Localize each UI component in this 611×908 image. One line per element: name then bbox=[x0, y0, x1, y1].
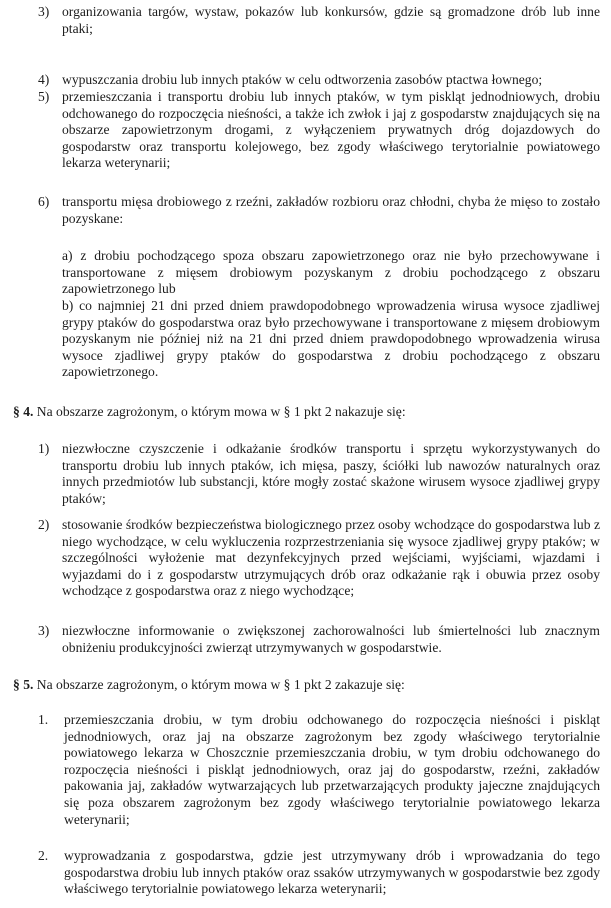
section-heading-text: Na obszarze zagrożonym, o którym mowa w § 1 pkt 2 zakazuje się: bbox=[36, 677, 405, 692]
item-text: transportu mięsa drobiowego z rzeźni, zakładów rozbioru oraz chłodni, chyba że mięso to zostało pozyskane: bbox=[62, 194, 600, 226]
list-item bbox=[38, 517, 600, 600]
section-label: § 4. bbox=[13, 404, 34, 419]
sub-item-a: a) z drobiu pochodzącego spoza obszaru zapowietrzonego oraz nie było przechowywane i transportowane z mięsem drobiowym pozyskanym z drobiu pochodzącego z obszaru zapowietrzonego lub bbox=[62, 248, 600, 297]
list-item bbox=[38, 441, 600, 507]
item-text: wyprowadzania z gospodarstwa, gdzie jest utrzymywany drób i wprowadzania do tego gospodarstwa drobiu lub innych ptaków oraz ssaków utrzymywanych w gospodarstwie bez zgody właściwego terytorialnie powiatowego lekarza weterynarii; bbox=[64, 848, 600, 897]
item-text: wypuszczania drobiu lub innych ptaków w celu odtworzenia zasobów ptactwa łownego; bbox=[62, 72, 543, 87]
item-number: 4) bbox=[38, 72, 50, 87]
section-label: § 5. bbox=[13, 677, 34, 692]
item-text: niezwłoczne czyszczenie i odkażanie środków transportu i sprzętu wykorzystywanych do transportu drobiu lub innych ptaków, ich mięsa, paszy, ściółki lub nawozów naturalnych oraz innych przedmiotów lub substancji, które mogły zostać skażone wirusem wysoce zjadliwej grypy ptaków; bbox=[62, 441, 600, 506]
item-number: 3) bbox=[38, 623, 50, 638]
item-number: 1) bbox=[38, 441, 50, 456]
item-text: niezwłoczne informowanie o zwiększonej zachorowalności lub śmiertelności lub znacznym obniżeniu produkcyjności zwierząt utrzymywanych w gospodarstwie. bbox=[62, 623, 600, 655]
list-item bbox=[38, 623, 600, 656]
item-number: 6) bbox=[38, 194, 50, 209]
item-number: 3) bbox=[38, 4, 50, 19]
list-item bbox=[38, 4, 600, 37]
item-number: 1. bbox=[38, 712, 49, 727]
list-item bbox=[38, 712, 600, 828]
sub-item-b: b) co najmniej 21 dni przed dniem prawdopodobnego wprowadzenia wirusa wysoce zjadliwej grypy ptaków do gospodarstwa oraz było przechowywane i transportowane z mięsem drobiowym pozyskanym nie później niż na 21 dni przed dniem prawdopodobnego wprowadzenia wirusa wysoce zjadliwej grypy ptaków do gospodarstwa z drobiu pochodzącego z obszaru zapowietrzonego. bbox=[62, 298, 600, 380]
section-heading-text: Na obszarze zagrożonym, o którym mowa w § 1 pkt 2 nakazuje się: bbox=[36, 404, 406, 419]
item-number: 2. bbox=[38, 848, 49, 863]
list-item bbox=[38, 194, 600, 227]
section-heading bbox=[13, 404, 603, 421]
list-item bbox=[38, 89, 600, 172]
item-number: 5) bbox=[38, 89, 50, 104]
item-text: przemieszczania drobiu, w tym drobiu odchowanego do rozpoczęcia nieśności i piskląt jednodniowych, oraz jaj na obszarze zagrożonym bez zgody właściwego terytorialnie powiatowego lekarza w Choszcznie przemieszczania drobiu, w tym drobiu odchowanego do rozpoczęcia nieśności i piskląt jednodniowych, oraz jaj do gospodarstw, rzeźni, zakładów pakowania jaj, zakładów wytwarzających lub przetwarzających produkty jajeczne znajdujących się poza obszarem zagrożonym bez zgody właściwego terytorialnie powiatowego lekarza weterynarii; bbox=[64, 712, 600, 827]
item-text: stosowanie środków bezpieczeństwa biologicznego przez osoby wchodzące do gospodarstwa lub z niego wychodzące, w celu wykluczenia rozprzestrzeniania się wysoce zjadliwej grypy ptaków; w szczególności wyłożenie mat dezynfekcyjnych przed wejściami, wyjściami, wjazdami i wyjazdami do i z gospodarstw utrzymujących drób oraz odkażanie rąk i obuwia przez osoby wchodzące z gospodarstwa oraz z niego wychodzące; bbox=[62, 517, 600, 599]
list-item bbox=[38, 72, 600, 89]
item-text: organizowania targów, wystaw, pokazów lub konkursów, gdzie są gromadzone drób lub inne ptaki; bbox=[62, 4, 600, 36]
item-number: 2) bbox=[38, 517, 50, 532]
section-heading bbox=[13, 677, 603, 694]
item-text: przemieszczania i transportu drobiu lub innych ptaków, w tym piskląt jednodniowych, drobiu odchowanego do rozpoczęcia nieśności, a także ich zwłok i jaj z gospodarstw znajdujących się na obszarze zapowietrzonym drogami, z wyłączeniem prywatnych dróg dojazdowych do gospodarstw oraz transportu kolejowego, bez zgody właściwego terytorialnie powiatowego lekarza weterynarii; bbox=[62, 89, 600, 171]
list-item bbox=[38, 848, 600, 898]
